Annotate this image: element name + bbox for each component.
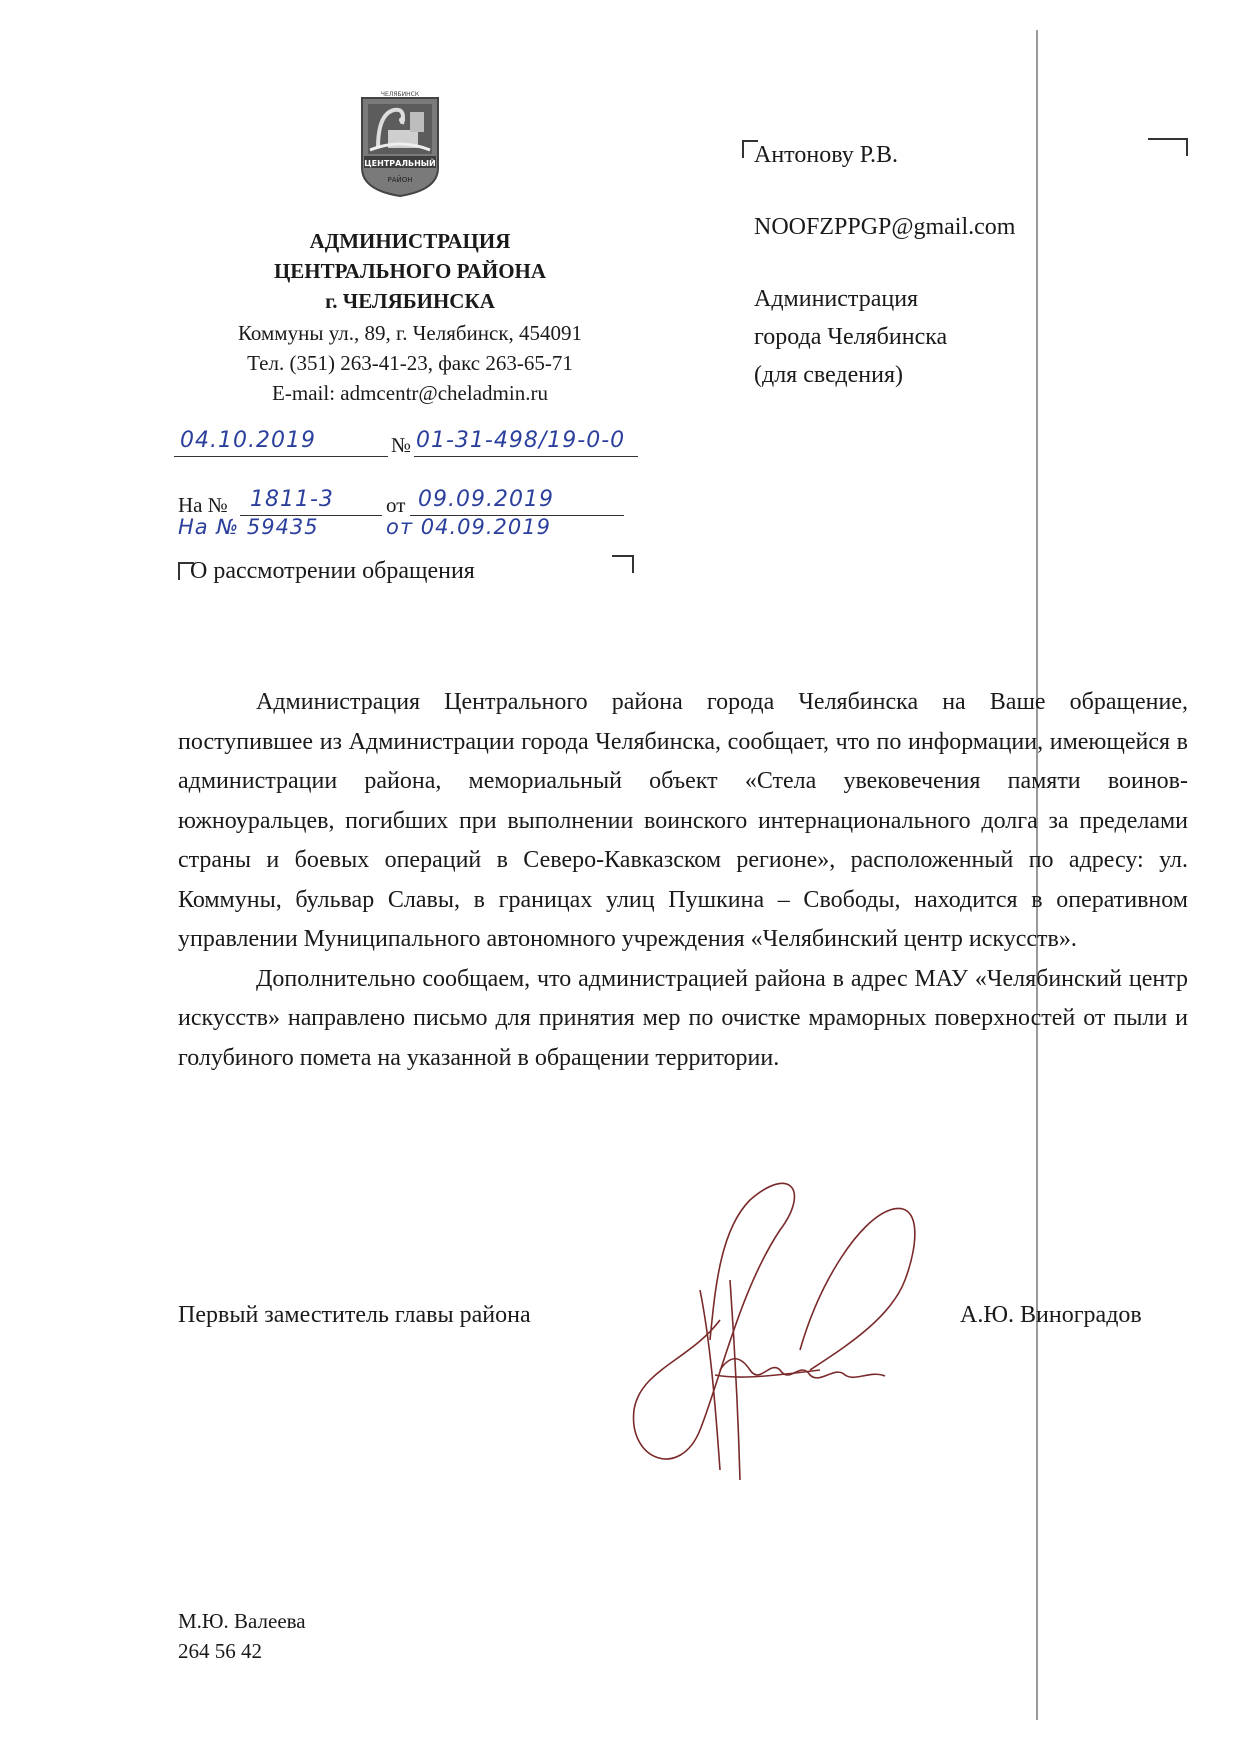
recipient-name: Антонову Р.В. [754, 142, 899, 168]
ref2-date: от 04.09.2019 [386, 515, 551, 539]
body-paragraph-1: Администрация Центрального района города Челябинска на Ваше обращение, поступившее из Администрации города Челябинска, сообщает, что по информации, имеющейся в администрации района, мемориальный объект «Стела увековечения памяти воинов-южноуральцев, погибших при выполнении воинского интернационального долга за пределами страны и боевых операций в Северо-Кавказском регионе», расположенный по адресу: ул. Коммуны, бульвар Славы, в границах улиц Пушкина – Свободы, находится в оперативном управлении Муниципального автономного учреждения «Челябинский центр искусств». [178, 689, 1188, 952]
svg-text:ЧЕЛЯБИНСК: ЧЕЛЯБИНСК [380, 91, 420, 98]
emblem-icon [358, 90, 442, 198]
copy-recipient-line-1: Администрация [754, 286, 919, 312]
copy-recipient-line-2: города Челябинска [754, 324, 948, 350]
svg-text:РАЙОН: РАЙОН [387, 176, 413, 184]
reg-number-line [414, 456, 638, 457]
signatory-name: А.Ю. Виноградов [960, 1302, 1142, 1328]
svg-text:ЦЕНТРАЛЬНЫЙ: ЦЕНТРАЛЬНЫЙ [364, 159, 436, 168]
org-email: E-mail: admcentr@cheladmin.ru [272, 381, 548, 405]
organization-title [180, 226, 640, 316]
letter-body [178, 683, 1188, 1078]
org-address: Коммуны ул., 89, г. Челябинск, 454091 [237, 321, 583, 345]
ref-from-label: от [386, 493, 406, 517]
subject-text: О рассмотрении обращения [190, 558, 475, 584]
title-line-1: АДМИНИСТРАЦИЯ [309, 229, 511, 253]
ref-number: 1811-3 [250, 487, 334, 512]
reg-number: 01-31-498/19-0-0 [416, 428, 626, 453]
executor-phone: 264 56 42 [178, 1639, 262, 1663]
title-line-2: ЦЕНТРАЛЬНОГО РАЙОНА [273, 259, 547, 283]
reg-date: 04.10.2019 [180, 428, 316, 453]
ref-label: На № [178, 493, 228, 517]
reg-date-line [174, 456, 388, 457]
signatory-position: Первый заместитель главы района [178, 1302, 531, 1328]
executor-name: М.Ю. Валеева [178, 1609, 306, 1633]
handwritten-signature [620, 1170, 960, 1490]
ref2-number: На № 59435 [178, 515, 319, 539]
recipient-bracket-right [1148, 138, 1188, 156]
copy-recipient-line-3: (для сведения) [754, 362, 903, 388]
body-paragraph-2: Дополнительно сообщаем, что администрацией района в адрес МАУ «Челябинский центр искусств» направлено письмо для принятия мер по очистке мраморных поверхностей от пыли и голубиного помета на указанной в обращении территории. [178, 965, 1188, 1071]
subject-bracket-right [612, 555, 634, 573]
organization-contacts [180, 318, 640, 408]
recipient-email: NOOFZPPGP@gmail.com [754, 214, 1016, 240]
ref-date: 09.09.2019 [418, 487, 554, 512]
district-emblem [358, 90, 442, 198]
org-phone: Тел. (351) 263-41-23, факс 263-65-71 [247, 351, 573, 375]
title-line-3: г. ЧЕЛЯБИНСКА [325, 289, 495, 313]
reg-number-label: № [391, 433, 412, 457]
